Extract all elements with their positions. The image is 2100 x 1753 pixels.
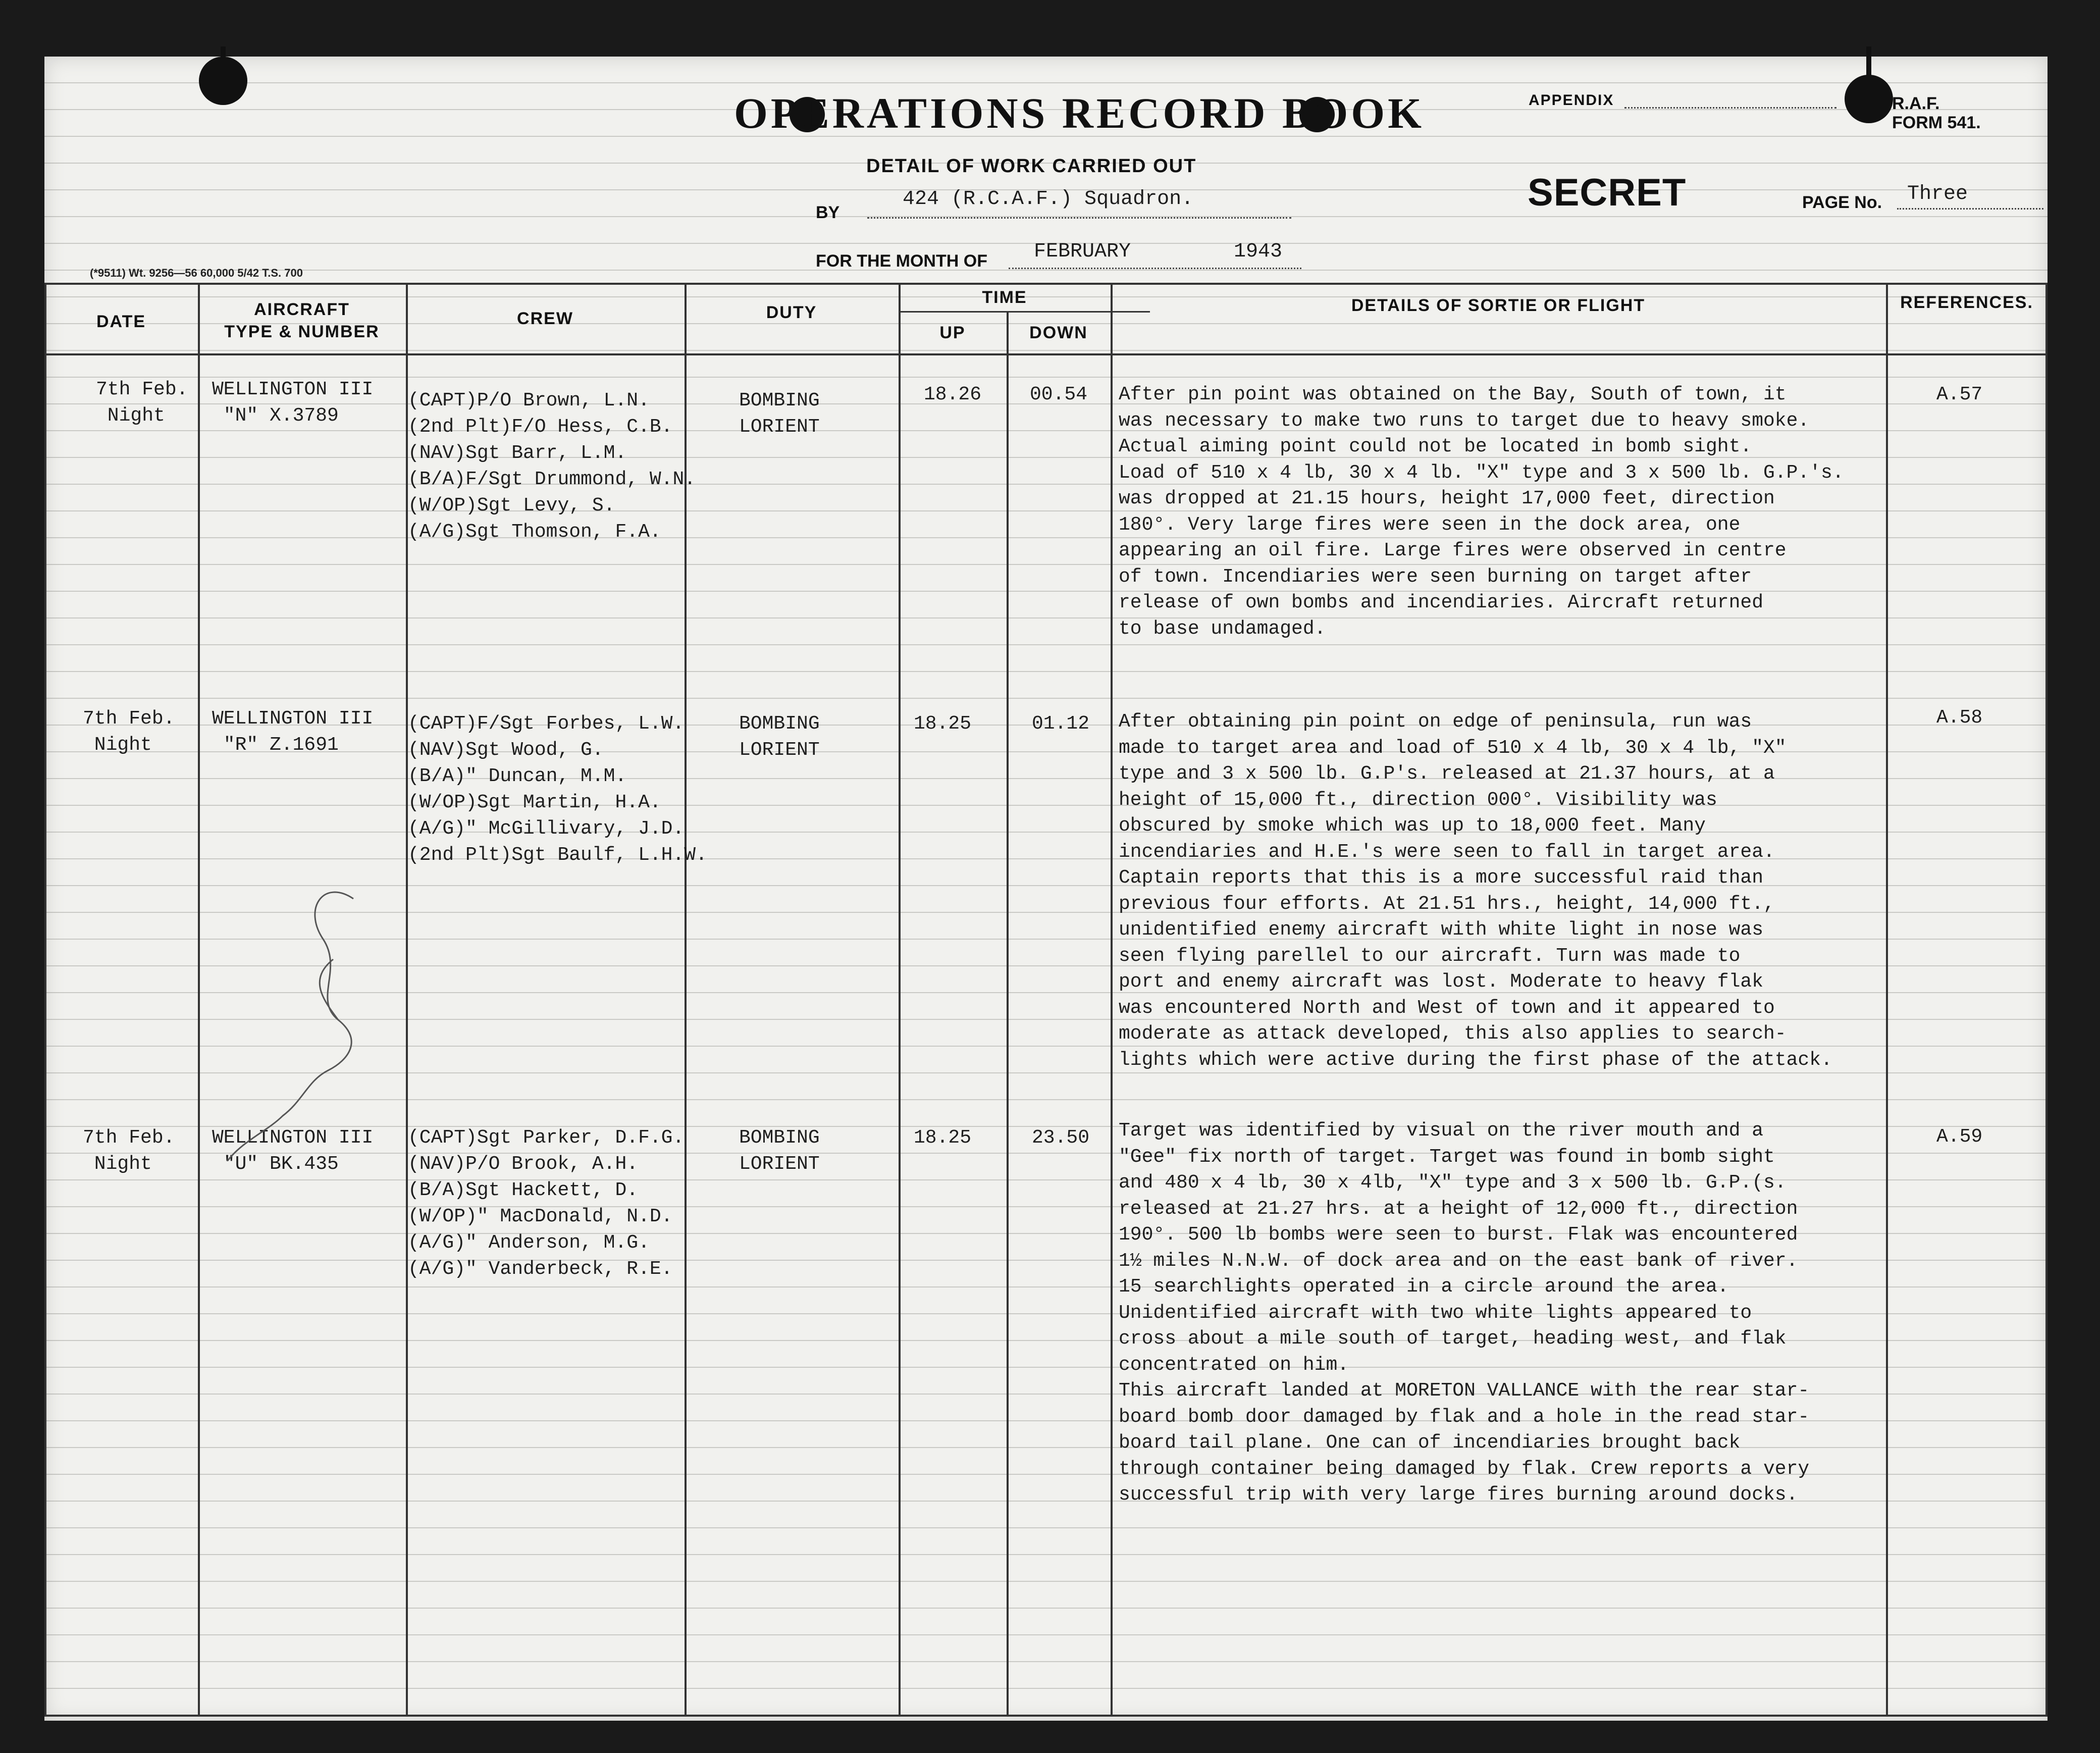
page-value: Three [1907, 183, 1968, 205]
entry-date: 7th Feb. Night [83, 1127, 175, 1175]
binder-tab-left [221, 46, 226, 67]
page-label: PAGE No. [1802, 193, 1882, 212]
entry-details: Target was identified by visual on the river mouth and a "Gee" fix north of target. Target was found in bomb sight and 480 x 4 lb, 30 x 4lb, "X" type and 3 x 500 lb. G.P.(s. released at 21.27 hrs. at a height of 12,000 ft., direction 190°. 500 lb bombs were seen to burst. Flak was encountered 1½ miles N.N.W. of dock area and on the east bank of river. 15 searchlights operated in a circle around the area. Unidentified aircraft with two white lights appeared to cross about a mile south of target, heading west, and flak concentrated on him. This aircraft landed at MORETON VALLANCE with the rear star- board bomb door damaged by flak and a hole in the read star- board tail plane. One can of incendiaries brought back through container being damaged by flak. Crew reports a very successful trip with very large fires burning around docks. [1119, 1120, 1810, 1506]
column-header-up: UP [939, 323, 966, 342]
page-line [1897, 208, 2043, 210]
squadron-line [867, 217, 1291, 219]
page-title: OPERATIONS RECORD BOOK [734, 89, 1425, 137]
secret-stamp: SECRET [1528, 171, 1687, 214]
entry-reference: A.59 [1936, 1126, 1983, 1148]
form-label-top: R.A.F. [1892, 94, 1940, 113]
entry-duty: BOMBING LORIENT [739, 1127, 820, 1175]
entry-duty: BOMBING LORIENT [739, 713, 820, 761]
header-bottom-rule [44, 353, 2048, 355]
month-value: FEBRUARY [1034, 240, 1131, 263]
entry-time-down: 00.54 [1030, 384, 1088, 405]
entry-details: After obtaining pin point on edge of peninsula, run was made to target area and load of 510 x 4 lb, 30 x 4 lb, "X" type and 3 x 500 lb. G.P's. released at 21.37 hours, at a height of 15,000 ft., direction 000°. Visibility was obscured by smoke which was up to 18,000 feet. Many incendiaries and H.E.'s were seen to fall in target area. Captain reports that this is a more successful raid than previous four efforts. At 21.51 hrs., height, 14,000 ft., unidentified enemy aircraft with white light in nose was seen flying parellel to our aircraft. Turn was made to port and enemy aircraft was lost. Moderate to heavy flak was encountered North and West of town and it appeared to moderate as attack developed, this also applies to search- lights which were active during the first phase of the attack. [1119, 711, 1832, 1071]
binder-hole-right [1845, 75, 1893, 123]
form-label-bottom: FORM 541. [1892, 113, 1981, 132]
binder-tab-right [1866, 46, 1871, 77]
entry-crew: (CAPT)P/O Brown, L.N. (2nd Plt)F/O Hess, C.B. (NAV)Sgt Barr, L.M. (B/A)F/Sgt Drummond, W.N. (W/OP)Sgt Levy, S. (A/G)Sgt Thomson, F.A. [408, 390, 696, 543]
column-header-details: DETAILS OF SORTIE OR FLIGHT [1351, 296, 1646, 315]
entry-reference: A.57 [1936, 384, 1983, 405]
column-header-down: DOWN [1029, 323, 1088, 342]
entry-date: 7th Feb. Night [96, 379, 188, 427]
column-header-aircraft-line2: TYPE & NUMBER [224, 322, 380, 341]
entry-aircraft: WELLINGTON III "U" BK.435 [212, 1127, 374, 1175]
entry-crew: (CAPT)Sgt Parker, D.F.G. (NAV)P/O Brook, A.H. (B/A)Sgt Hackett, D. (W/OP)" MacDonald, N.D. (A/G)" Anderson, M.G. (A/G)" Vanderbeck, R.E. [408, 1127, 685, 1280]
column-header-aircraft-line1: AIRCRAFT [254, 300, 350, 319]
entry-time-up: 18.25 [914, 713, 972, 735]
column-header-date: DATE [96, 312, 146, 331]
entry-details: After pin point was obtained on the Bay, South of town, it was necessary to make two runs to target due to heavy smoke. Actual aiming point could not be located in bomb sight. Load of 510 x 4 lb, 30 x 4 lb. "X" type and 3 x 500 lb. G.P.'s. was dropped at 21.15 hours, height 17,000 feet, direction 180°. Very large fires were seen in the dock area, one appearing an oil fire. Large fires were observed in centre of town. Incendiaries were seen burning on target after release of own bombs and incendiaries. Aircraft returned to base undamaged. [1119, 384, 1844, 640]
column-header-references: REFERENCES. [1900, 293, 2033, 312]
entry-aircraft: WELLINGTON III "N" X.3789 [212, 379, 374, 427]
year-value: 1943 [1234, 240, 1283, 263]
squadron-value: 424 (R.C.A.F.) Squadron. [903, 188, 1194, 211]
table-top-rule [44, 283, 2048, 285]
entry-time-down: 01.12 [1032, 713, 1090, 735]
subtitle: DETAIL OF WORK CARRIED OUT [866, 156, 1197, 177]
appendix-line [1624, 107, 1836, 109]
entry-aircraft: WELLINGTON III "R" Z.1691 [212, 708, 374, 756]
entry-time-up: 18.25 [914, 1127, 972, 1149]
entry-date: 7th Feb. Night [83, 708, 175, 756]
thread-scribble [222, 879, 414, 1161]
month-line [1009, 268, 1301, 269]
month-label: FOR THE MONTH OF [816, 251, 987, 271]
entry-crew: (CAPT)F/Sgt Forbes, L.W. (NAV)Sgt Wood, G. (B/A)" Duncan, M.M. (W/OP)Sgt Martin, H.A. (A/G)" McGillivary, J.D. (2nd Plt)Sgt Baulf, L.H.W. [408, 713, 707, 866]
column-header-time: TIME [982, 288, 1027, 307]
entry-reference: A.58 [1936, 707, 1983, 729]
column-header-duty: DUTY [766, 303, 817, 322]
printer-code: (*9511) Wt. 9256—56 60,000 5/42 T.S. 700 [90, 267, 303, 279]
entry-time-down: 23.50 [1032, 1127, 1090, 1149]
column-header-crew: CREW [517, 309, 573, 328]
by-label: BY [816, 203, 840, 222]
appendix-label: APPENDIX [1529, 92, 1614, 109]
entry-duty: BOMBING LORIENT [739, 390, 820, 438]
entry-time-up: 18.26 [924, 384, 982, 405]
